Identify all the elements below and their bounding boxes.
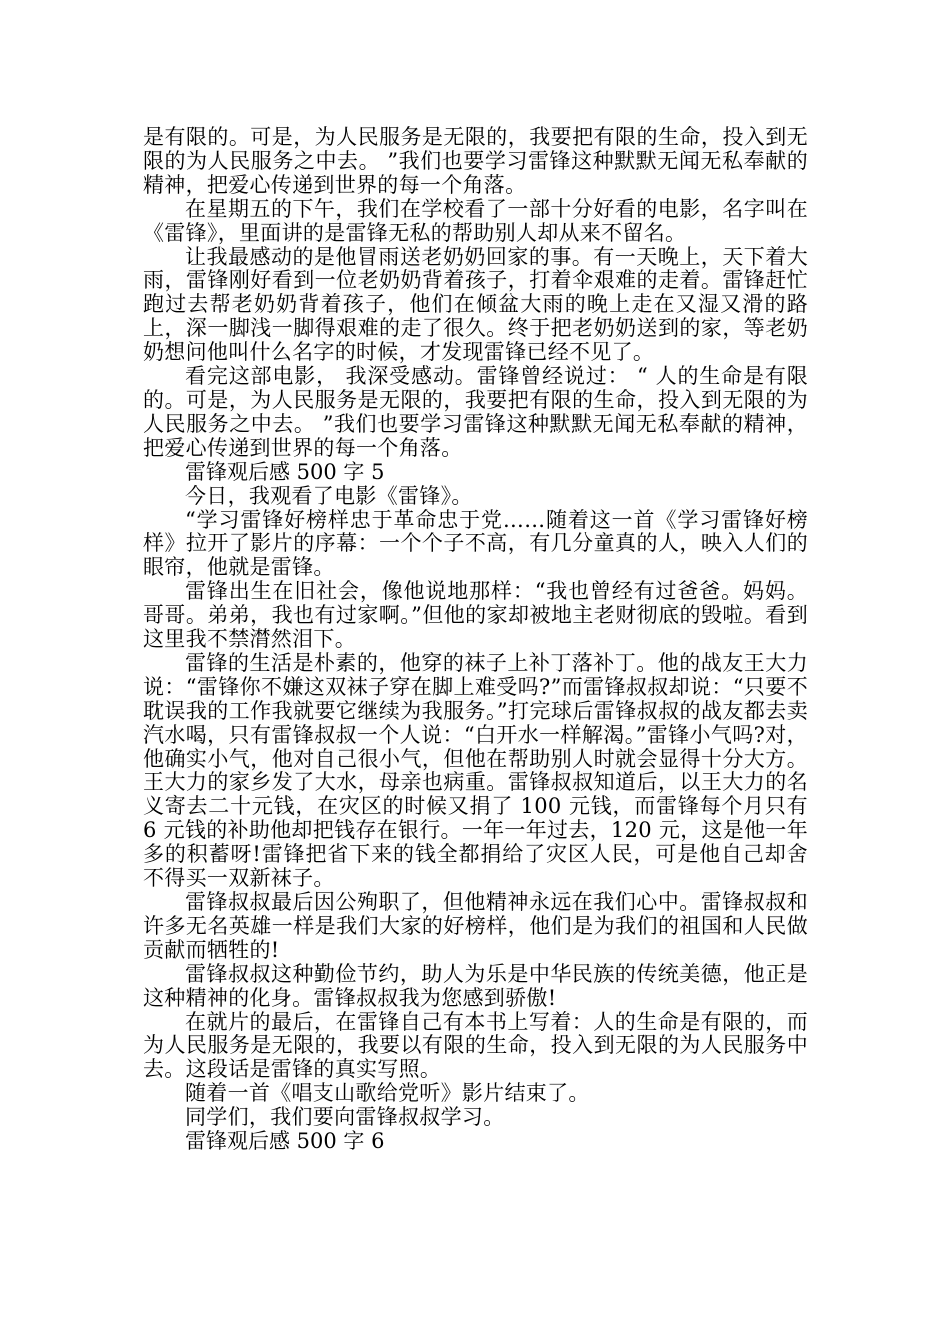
paragraph-12: 在就片的最后，在雷锋自己有本书上写着：人的生命是有限的，而为人民服务是无限的，我要以有限的生命，投入到无限的为人民服务中去。这段话是雷锋的真实写照。	[143, 1009, 808, 1082]
paragraph-8: 雷锋出生在旧社会，像他说地那样：“我也曾经有过爸爸。妈妈。哥哥。弟弟，我也有过家啊。”但他的家却被地主老财彻底的毁啦。看到这里我不禁潸然泪下。	[143, 579, 808, 652]
paragraph-11: 雷锋叔叔这种勤俭节约，助人为乐是中华民族的传统美德，他正是这种精神的化身。雷锋叔叔我为您感到骄傲!	[143, 961, 808, 1010]
paragraph-13: 随着一首《唱支山歌给党听》影片结束了。	[185, 1081, 590, 1106]
paragraph-6: 今日，我观看了电影《雷锋》。	[185, 483, 473, 508]
section-heading-6: 雷锋观后感 500 字 6	[185, 1129, 385, 1154]
paragraph-14: 同学们，我们要向雷锋叔叔学习。	[185, 1105, 505, 1130]
document-page	[143, 126, 808, 1154]
paragraph-2: 在星期五的下午，我们在学校看了一部十分好看的电影，名字叫在《雷锋》，里面讲的是雷锋无私的帮助别人却从来不留名。	[143, 196, 808, 245]
paragraph-10: 雷锋叔叔最后因公殉职了，但他精神永远在我们心中。雷锋叔叔和许多无名英雄一样是我们大家的好榜样，他们是为我们的祖国和人民做贡献而牺牲的!	[143, 890, 808, 962]
paragraph-7: “学习雷锋好榜样忠于革命忠于党……随着这一首《学习雷锋好榜样》拉开了影片的序幕：一个个子不高，有几分童真的人，映入人们的眼帘，他就是雷锋。	[143, 507, 808, 580]
paragraph-3: 让我最感动的是他冒雨送老奶奶回家的事。有一天晚上，天下着大雨，雷锋刚好看到一位老奶奶背着孩子，打着伞艰难的走着。雷锋赶忙跑过去帮老奶奶背着孩子，他们在倾盆大雨的晚上走在又湿又滑的路上，深一脚浅一脚得艰难的走了很久。终于把老奶奶送到的家，等老奶奶想问他叫什么名字的时候，才发现雷锋已经不见了。	[143, 244, 808, 365]
section-heading-5: 雷锋观后感 500 字 5	[185, 459, 385, 484]
paragraph-9: 雷锋的生活是朴素的，他穿的袜子上补丁落补丁。他的战友王大力说：“雷锋你不嫌这双袜子穿在脚上难受吗?”而雷锋叔叔却说：“只要不耽误我的工作我就要它继续为我服务。”打完球后雷锋叔叔的战友都去卖汽水喝，只有雷锋叔叔一个人说：“白开水一样解渴。”雷锋小气吗?对，他确实小气，他对自己很小气，但他在帮助别人时就会显得十分大方。王大力的家乡发了大水，母亲也病重。雷锋叔叔知道后，以王大力的名义寄去二十元钱，在灾区的时候又捐了 100 元钱，而雷锋每个月只有 6 元钱的补助他却把钱存在银行。一年一年过去，120 元，这是他一年多的积蓄呀!雷锋把省下来的钱全都捐给了灾区人民，可是他自己却舍不得买一双新袜子。	[143, 650, 808, 891]
paragraph-1: 是有限的。可是，为人民服务是无限的，我要把有限的生命，投入到无限的为人民服务之中去。 ”我们也要学习雷锋这种默默无闻无私奉献的精神，把爱心传递到世界的每一个角落。	[143, 125, 808, 197]
paragraph-4: 看完这部电影， 我深受感动。雷锋曾经说过： “ 人的生命是有限的。可是，为人民服务是无限的，我要把有限的生命，投入到无限的为人民服务之中去。 ”我们也要学习雷锋这种默默无闻无私奉献的精神，把爱心传递到世界的每一个角落。	[143, 364, 808, 460]
